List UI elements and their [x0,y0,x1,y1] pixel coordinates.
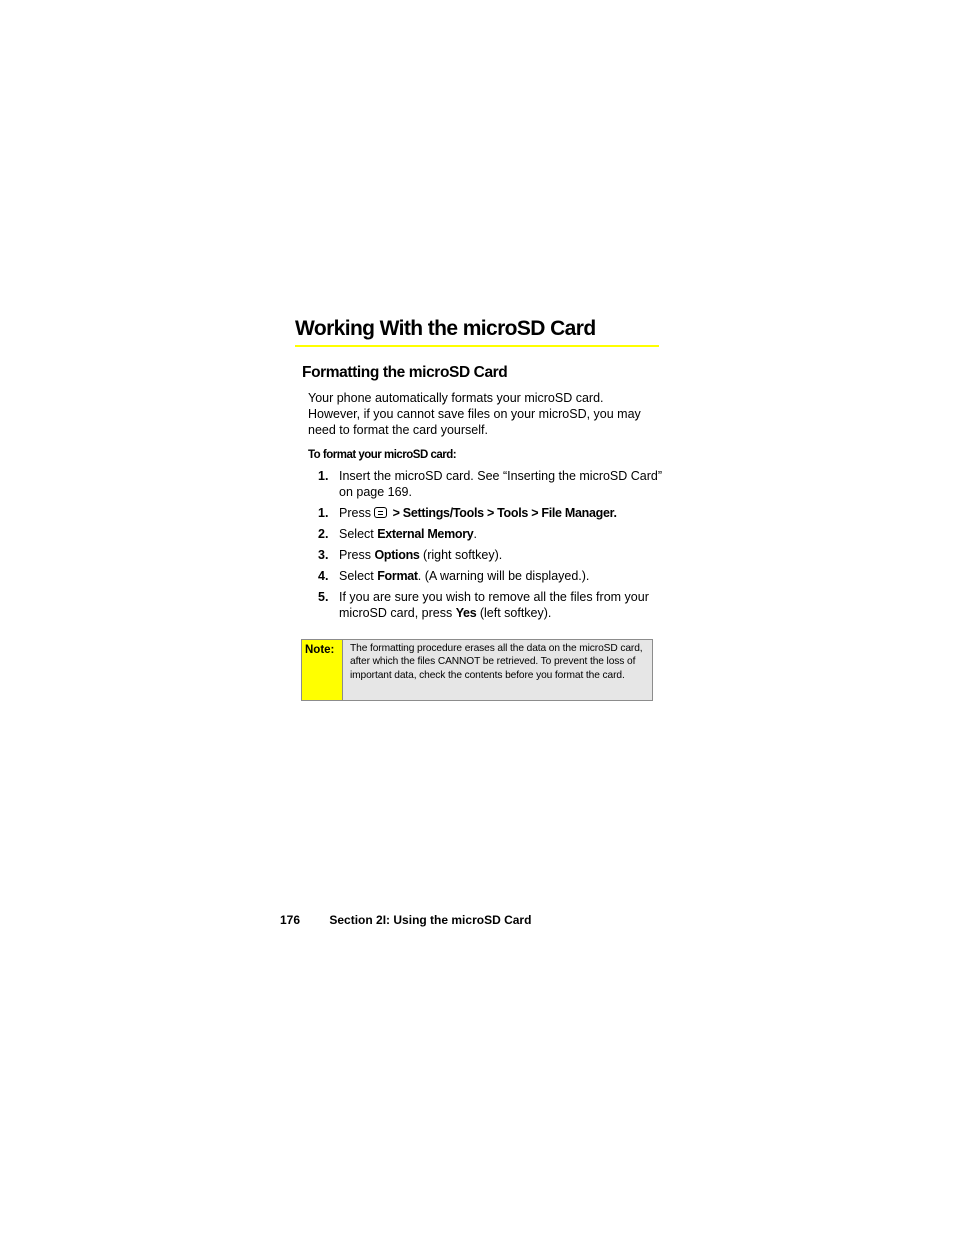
intro-paragraph: Your phone automatically formats your microSD card. However, if you cannot save files on your microSD, you may need to format the card yourself. [308,391,641,437]
note-text: The formatting procedure erases all the data on the microSD card, after which the files CANNOT be retrieved. To prevent the loss of important data, check the contents before you format the card. [343,640,652,700]
page-title: Working With the microSD Card [295,317,596,340]
page-footer [280,912,531,928]
step-prefix: Select [339,527,378,541]
step-bold: Options [374,548,420,562]
step-number: 1. [318,469,329,483]
step-bold: Yes [455,606,477,620]
procedure-label: To format your microSD card: [308,449,457,461]
step-bold: Format [377,569,418,583]
step-number: 3. [318,548,329,562]
step-bold: External Memory [377,527,474,541]
page-number: 176 [280,913,301,927]
menu-key-icon [374,507,387,518]
step-item [318,526,663,542]
step-text: Insert the microSD card. See “Inserting the microSD Card” on page 169. [339,469,663,499]
step-prefix: If you are sure you wish to remove all the files from your microSD card, press [339,590,649,620]
step-number: 1. [318,506,329,520]
step-item [318,547,663,563]
steps-list [318,468,663,626]
step-number: 2. [318,527,329,541]
step-number: 5. [318,590,329,604]
footer-section-label: Section 2I: Using the microSD Card [329,913,532,927]
step-number: 4. [318,569,329,583]
step-prefix: Press [339,548,375,562]
step-item [318,589,663,621]
step-item [318,468,663,500]
title-underline [295,345,659,347]
note-box [301,639,653,701]
step-prefix: Press [339,506,371,520]
step-suffix: (left softkey). [476,606,552,620]
step-bold: > Settings/Tools > Tools > File Manager. [389,506,617,520]
step-item [318,505,663,521]
step-prefix: Select [339,569,378,583]
step-suffix: . (A warning will be displayed.). [417,569,590,583]
note-label: Note: [302,640,343,700]
step-suffix: (right softkey). [419,548,503,562]
step-item [318,568,663,584]
section-heading: Formatting the microSD Card [302,364,508,381]
step-suffix: . [473,527,477,541]
